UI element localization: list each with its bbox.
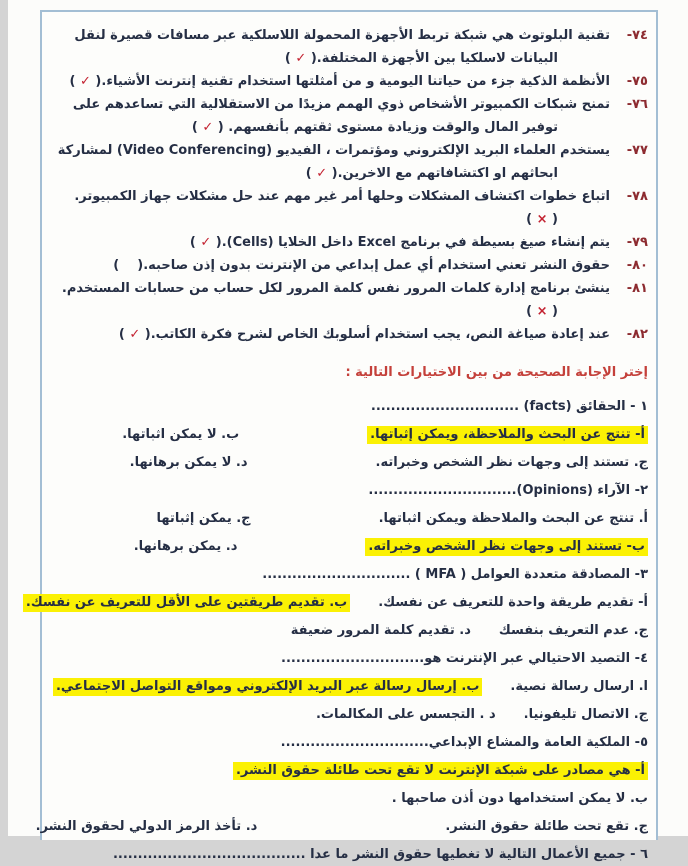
tf-item-number: ٧٥- xyxy=(626,74,648,89)
question-4 xyxy=(54,648,648,726)
option-c: ج. تقع تحت طائلة حقوق النشر. xyxy=(445,819,648,834)
answer-mark: ( ✓ ) xyxy=(189,235,222,250)
options-row xyxy=(54,760,648,782)
tf-item-text: حقوق النشر تعني استخدام أي عمل إبداعي من الإنترنت بدون إذن صاحبه.( ) xyxy=(113,258,610,273)
option-d: د. تقديم كلمة المرور ضعيفة xyxy=(290,623,471,638)
options-row xyxy=(35,816,648,838)
option-a-highlighted: أ- هي مصادر على شبكة الإنترنت لا تقع تحت طائلة حقوق النشر. xyxy=(233,762,648,780)
question-stem: ٤- التصيد الاحتيالي عبر الإنترنت هو............................. xyxy=(281,651,648,666)
tf-item-text: يتم إنشاء صيغ بسيطة في برنامج Excel داخل الخلايا (Cells).( ✓ ) xyxy=(189,235,610,250)
section-heading: إختر الإجابة الصحيحة من بين الاختيارات التالية : xyxy=(345,365,648,380)
tf-item-80 xyxy=(54,254,648,277)
option-b-highlighted: ب. إرسال رسالة عبر البريد الإلكتروني ومواقع التواصل الاجتماعي. xyxy=(53,676,482,698)
tf-item-text: يستخدم العلماء البريد الإلكتروني ومؤتمرات ، الفيديو (Video Conferencing) لمشاركة ابحاثهم او اكتشافاتهم مع الاخرين.( ✓ ) xyxy=(57,143,610,181)
question-stem: ٢- الآراء (Opinions).............................. xyxy=(368,483,648,498)
options-row xyxy=(54,676,648,698)
option-c: ج. تستند إلى وجهات نظر الشخص وخبراته. xyxy=(375,455,648,470)
options-row xyxy=(25,592,648,614)
tf-item-text: عند إعادة صياغة النص، يجب استخدام أسلوبك الخاص لشرح فكرة الكاتب.( ✓ ) xyxy=(118,327,610,342)
option-c: ج. عدم التعريف بنفسك xyxy=(498,623,648,638)
answer-mark: ( ✓ ) xyxy=(118,327,151,342)
check-mark: ✓ xyxy=(129,327,141,342)
multiple-choice-section xyxy=(25,362,648,866)
question-5 xyxy=(35,732,648,838)
answer-mark: ( ✓ ) xyxy=(69,74,102,89)
option-d: د. تأخذ الرمز الدولي لحقوق النشر. xyxy=(35,819,258,834)
option-c: ج. يمكن إثباتها xyxy=(156,511,251,526)
question-stem: ٦ - جميع الأعمال التالية لا تغطيها حقوق النشر ما عدا ....................................... xyxy=(112,847,648,862)
tf-item-number: ٨١- xyxy=(626,281,648,296)
true-false-section xyxy=(54,24,648,346)
answer-mark-empty: ( ) xyxy=(113,258,144,273)
tf-item-number: ٧٤- xyxy=(626,28,648,43)
option-b-highlighted: ب. تقديم طريقتين على الأقل للتعريف عن نفسك. xyxy=(23,592,350,614)
check-mark: ✓ xyxy=(316,166,328,181)
options-row xyxy=(54,536,648,558)
tf-item-number: ٧٦- xyxy=(626,97,648,112)
tf-item-number: ٧٧- xyxy=(626,143,648,158)
options-row xyxy=(54,424,648,446)
options-row xyxy=(54,704,648,726)
tf-item-text: تمنح شبكات الكمبيوتر الأشخاص ذوي الهمم مزيدًا من الاستقلالية التي تساعدهم على توفير المال والوقت وزيادة مستوى ثقتهم بأنفسهم. ( ✓ ) xyxy=(72,97,610,135)
answer-mark: ( ✓ ) xyxy=(284,51,317,66)
check-mark: ✓ xyxy=(200,235,212,250)
question-3 xyxy=(25,564,648,642)
answer-mark: ( × ) xyxy=(526,212,558,227)
tf-item-text: تقنية البلوتوث هي شبكة تربط الأجهزة المحمولة اللاسلكية عبر مسافات قصيرة لنقل البيانات لاسلكيا بين الأجهزة المختلفة.( ✓ ) xyxy=(74,28,610,66)
options-row xyxy=(54,508,648,530)
tf-item-81 xyxy=(54,277,648,323)
option-b-highlighted: ب- تستند إلى وجهات نظر الشخص وخبراته. xyxy=(365,536,648,558)
question-2 xyxy=(54,480,648,558)
tf-item-77 xyxy=(54,139,648,185)
question-stem: ٥- الملكية العامة والمشاع الإبداعي.............................. xyxy=(280,735,648,750)
option-a-highlighted: أ- تنتج عن البحث والملاحظة، ويمكن إثباتها. xyxy=(367,424,648,446)
tf-item-75 xyxy=(54,70,648,93)
option-a: أ- تقديم طريقة واحدة للتعريف عن نفسك. xyxy=(378,595,648,610)
tf-item-74 xyxy=(54,24,648,70)
tf-item-text: الأنظمة الذكية جزء من حياتنا اليومية و من أمثلتها استخدام تقنية إنترنت الأشياء.( ✓ ) xyxy=(69,74,610,89)
tf-item-number: ٨٠- xyxy=(626,258,648,273)
tf-item-78 xyxy=(54,185,648,231)
options-row xyxy=(54,788,648,810)
tf-item-76 xyxy=(54,93,648,139)
tf-item-text: ينشئ برنامج إدارة كلمات المرور نفس كلمة المرور لكل حساب من حسابات المستخدم.( × ) xyxy=(61,281,610,319)
option-d: د. يمكن برهانها. xyxy=(133,539,238,554)
question-6 xyxy=(54,844,648,866)
document-frame xyxy=(25,10,658,862)
option-d: د . التجسس على المكالمات. xyxy=(315,707,496,722)
option-d: د. لا يمكن برهانها. xyxy=(129,455,248,470)
option-b: ب. لا يمكن اثباتها. xyxy=(122,427,240,442)
question-stem: ١ - الحقائق (facts) .............................. xyxy=(370,399,648,414)
tf-item-number: ٧٩- xyxy=(626,235,648,250)
option-a: ا. ارسال رسالة نصية. xyxy=(510,679,648,694)
answer-mark: ( × ) xyxy=(526,304,558,319)
option-a: أ. تنتج عن البحث والملاحظة ويمكن اثباتها. xyxy=(378,511,648,526)
check-mark: ✓ xyxy=(80,74,91,89)
check-mark: ✓ xyxy=(202,120,214,135)
tf-item-number: ٧٨- xyxy=(626,189,648,204)
option-c: ج. الاتصال تليفونيا. xyxy=(523,707,648,722)
check-mark: ✓ xyxy=(295,51,307,66)
tf-item-82 xyxy=(54,323,648,346)
answer-mark: ( ✓ ) xyxy=(305,166,338,181)
scanned-exam-page xyxy=(8,0,688,862)
options-row xyxy=(54,452,648,474)
x-mark: × xyxy=(536,212,548,227)
tf-item-79 xyxy=(54,231,648,254)
option-b: ب. لا يمكن استخدامها دون أذن صاحبها . xyxy=(391,791,648,806)
question-1 xyxy=(54,396,648,474)
x-mark: × xyxy=(536,304,548,319)
tf-item-number: ٨٢- xyxy=(626,327,648,342)
options-row xyxy=(54,620,648,642)
question-stem: ٣- المصادقة متعددة العوامل ( MFA ) .............................. xyxy=(262,567,648,582)
tf-item-text: اتباع خطوات اكتشاف المشكلات وحلها أمر غير مهم عند حل مشكلات جهاز الكمبيوتر.( × ) xyxy=(74,189,610,227)
answer-mark: ( ✓ ) xyxy=(191,120,224,135)
